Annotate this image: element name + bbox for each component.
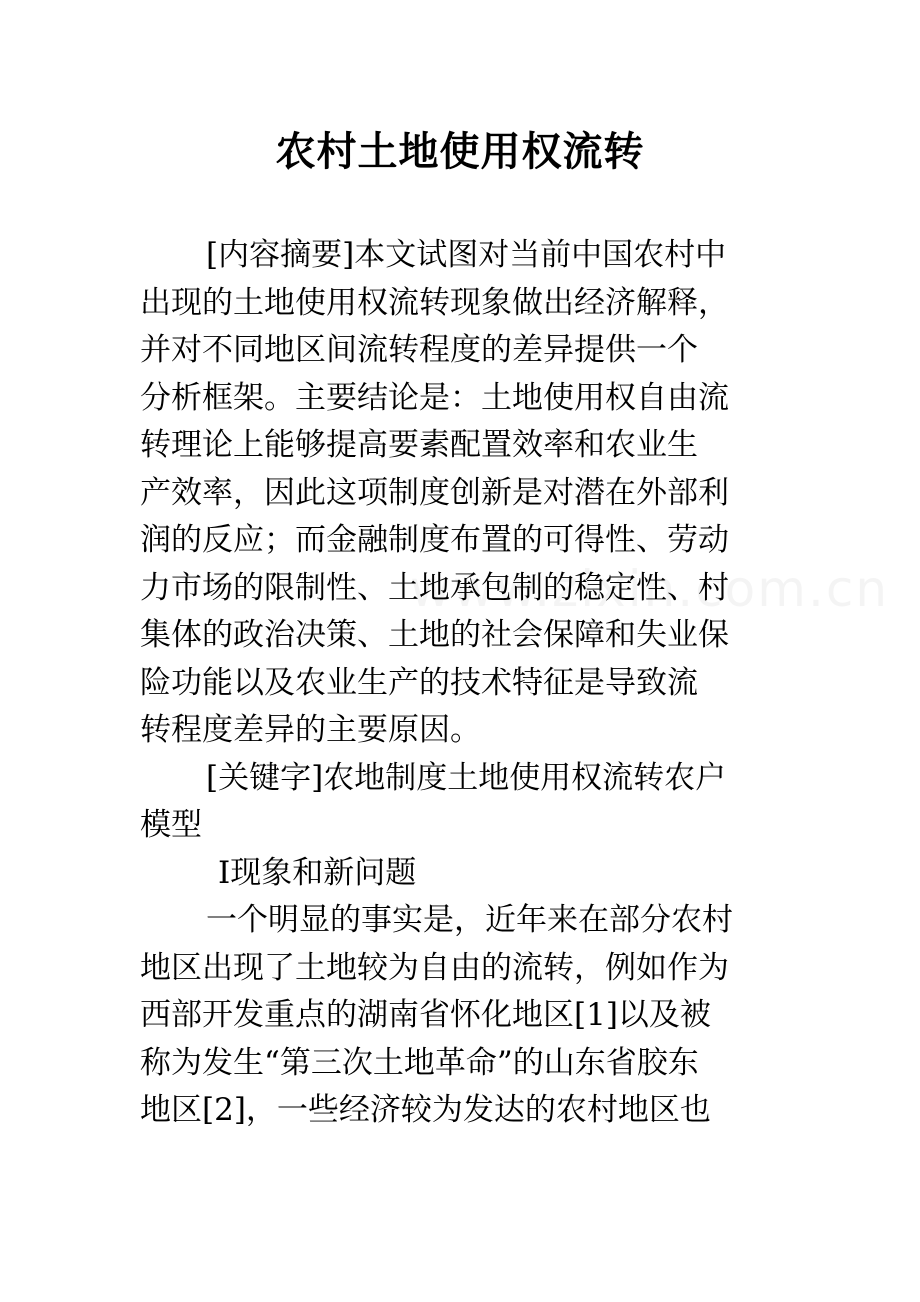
abstract-line: 险功能以及农业生产的技术特征是导致流 — [140, 664, 698, 701]
abstract-line: 力市场的限制性、土地承包制的稳定性、村 — [140, 569, 729, 606]
paragraph-line: 地区[2]，一些经济较为发达的农村地区也 — [140, 1092, 711, 1128]
abstract-line: 集体的政治决策、土地的社会保障和失业保 — [140, 617, 729, 653]
abstract-line: 出现的土地使用权流转现象做出经济解释， — [140, 284, 729, 321]
section-heading: Ⅰ现象和新问题 — [218, 854, 417, 891]
abstract-line: [内容摘要]本文试图对当前中国农村中 — [206, 237, 727, 273]
abstract-line: 转理论上能够提高要素配置效率和农业生 — [140, 427, 698, 463]
abstract-line: 分析框架。主要结论是：土地使用权自由流 — [140, 379, 729, 416]
abstract-line: 产效率，因此这项制度创新是对潜在外部利 — [140, 474, 729, 511]
abstract-line: 润的反应；而金融制度布置的可得性、劳动 — [140, 522, 729, 558]
keywords-line: [关键字]农地制度土地使用权流转农户 — [206, 759, 727, 796]
abstract-line: 转程度差异的主要原因。 — [140, 712, 481, 748]
paragraph-line: 西部开发重点的湖南省怀化地区[1]以及被 — [140, 997, 711, 1033]
document-title: 农村土地使用权流转 — [275, 129, 645, 175]
keywords-line: 模型 — [140, 807, 202, 843]
abstract-line: 并对不同地区间流转程度的差异提供一个 — [140, 332, 698, 368]
document-body — [140, 232, 800, 1135]
paragraph-line: 一个明显的事实是，近年来在部分农村 — [206, 902, 733, 938]
paragraph-line: 地区出现了土地较为自由的流转，例如作为 — [140, 949, 729, 986]
paragraph-line: 称为发生“第三次土地革命”的山东省胶东 — [140, 1044, 699, 1081]
